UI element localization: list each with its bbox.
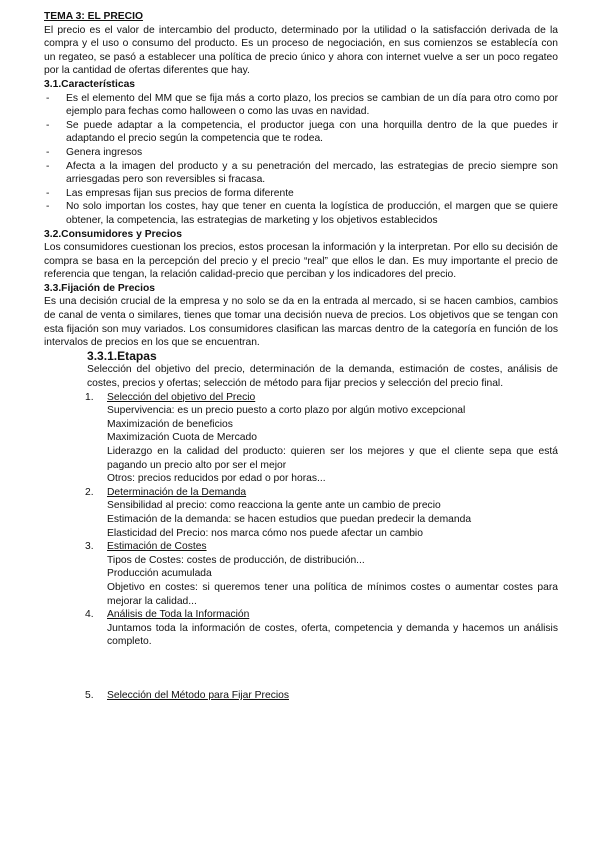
step-line: Juntamos toda la información de costes, oferta, competencia y demanda y hacemos un análisis completo. <box>107 622 558 648</box>
document-page <box>44 10 558 703</box>
blank-space <box>87 649 558 689</box>
section-heading-caracteristicas: 3.1.Características <box>44 78 136 90</box>
step-line: Estimación de la demanda: se hacen estudios que puedan predecir la demanda <box>107 513 472 525</box>
step-line: Tipos de Costes: costes de producción, de distribución... <box>107 554 365 566</box>
etapas-steps-list <box>87 391 558 703</box>
caracteristicas-list <box>44 92 558 228</box>
etapas-section <box>87 350 558 391</box>
list-item: - Genera ingresos <box>66 146 558 160</box>
list-item: - No solo importan los costes, hay que tener en cuenta la logística de producción, el margen que se quiere obtener, la competencia, las estrategias de marketing y los objetivos establecidos <box>66 200 558 227</box>
step-number: 2. <box>85 486 94 498</box>
step-line: Maximización Cuota de Mercado <box>107 432 257 444</box>
step-line: Liderazgo en la calidad del producto: quieren ser los mejores y que el cliente sepa que está pagando un precio alto por ser el mejor <box>107 446 558 471</box>
step-line: Otros: precios reducidos por edad o por horas... <box>107 473 326 485</box>
step-line: Elasticidad del Precio: nos marca cómo nos puede afectar un cambio <box>107 527 423 539</box>
fijacion-paragraph: Es una decisión crucial de la empresa y no solo se da en la entrada al mercado, si se hacen cambios, cambios de canal de venta o similares, tienes que tomar una decisión nueva de precios. Los objetivos que se tengan con esta fijación son muy variados. Los consumidores clasifican las marcas dentro de la categoría en función de los intervalos de precios en los que se encuentran. <box>44 296 558 349</box>
list-item: - Se puede adaptar a la competencia, el productor juega con una horquilla dentro de la que puedes ir adaptando el precio según la competencia que te rodea. <box>66 119 558 146</box>
list-item: - Afecta a la imagen del producto y a su penetración del mercado, las estrategias de precio siempre son arriesgadas pero son reversibles si fracasa. <box>66 160 558 187</box>
subsection-heading-etapas: 3.3.1.Etapas <box>87 348 157 363</box>
step-item <box>87 540 558 608</box>
step-title: Selección del objetivo del Precio <box>107 391 256 403</box>
step-item <box>87 689 558 703</box>
step-line: Sensibilidad al precio: como reacciona la gente ante un cambio de precio <box>107 500 441 512</box>
step-number: 1. <box>85 391 94 403</box>
page-title: TEMA 3: EL PRECIO <box>44 11 143 22</box>
section-heading-fijacion: 3.3.Fijación de Precios <box>44 282 156 294</box>
step-line: Maximización de beneficios <box>107 418 233 430</box>
step-line: Supervivencia: es un precio puesto a corto plazo por algún motivo excepcional <box>107 405 466 417</box>
list-item: - Las empresas fijan sus precios de forma diferente <box>66 187 558 201</box>
step-number: 5. <box>85 689 94 701</box>
step-title: Análisis de Toda la Información <box>107 609 250 621</box>
step-line: Producción acumulada <box>107 568 212 580</box>
step-number: 4. <box>85 609 94 621</box>
etapas-paragraph: Selección del objetivo del precio, determinación de la demanda, estimación de costes, análisis de costes, precios y ofertas; selección de método para fijar precios y selección del precio final. <box>87 364 558 390</box>
step-title: Estimación de Costes <box>107 541 207 553</box>
intro-paragraph: El precio es el valor de intercambio del producto, determinado por la utilidad o la satisfacción derivada de la compra y el uso o consumo del producto. Es un proceso de negociación, en sus comienzos se establecía con un regateo, se pasó a establecer una política de precio único y ahora con internet vuelve a ser un poco regateo por la cantidad de ofertas diferentes que hay. <box>44 24 558 77</box>
list-item: - Es el elemento del MM que se fija más a corto plazo, los precios se cambian de un día para otro como por ejemplo para fechas como halloween o como las uvas en navidad. <box>66 92 558 119</box>
step-item <box>87 608 558 649</box>
step-item <box>87 486 558 540</box>
step-number: 3. <box>85 541 94 553</box>
step-line: Objetivo en costes: si queremos tener una política de mínimos costes o aumentar costes para mejorar la calidad... <box>107 581 558 607</box>
step-item <box>87 391 558 486</box>
step-title: Determinación de la Demanda <box>107 486 247 498</box>
step-title: Selección del Método para Fijar Precios <box>107 689 290 701</box>
section-heading-consumidores: 3.2.Consumidores y Precios <box>44 228 182 240</box>
consumidores-paragraph: Los consumidores cuestionan los precios, estos procesan la información y la interpretan. Por ello su decisión de compra se basa en la percepción del precio y el precio “real” que ellos le dan. Es muy importante el precio de referencia que tengan, la relación calidad-precio que perciban y los indicadores del precio. <box>44 242 558 281</box>
